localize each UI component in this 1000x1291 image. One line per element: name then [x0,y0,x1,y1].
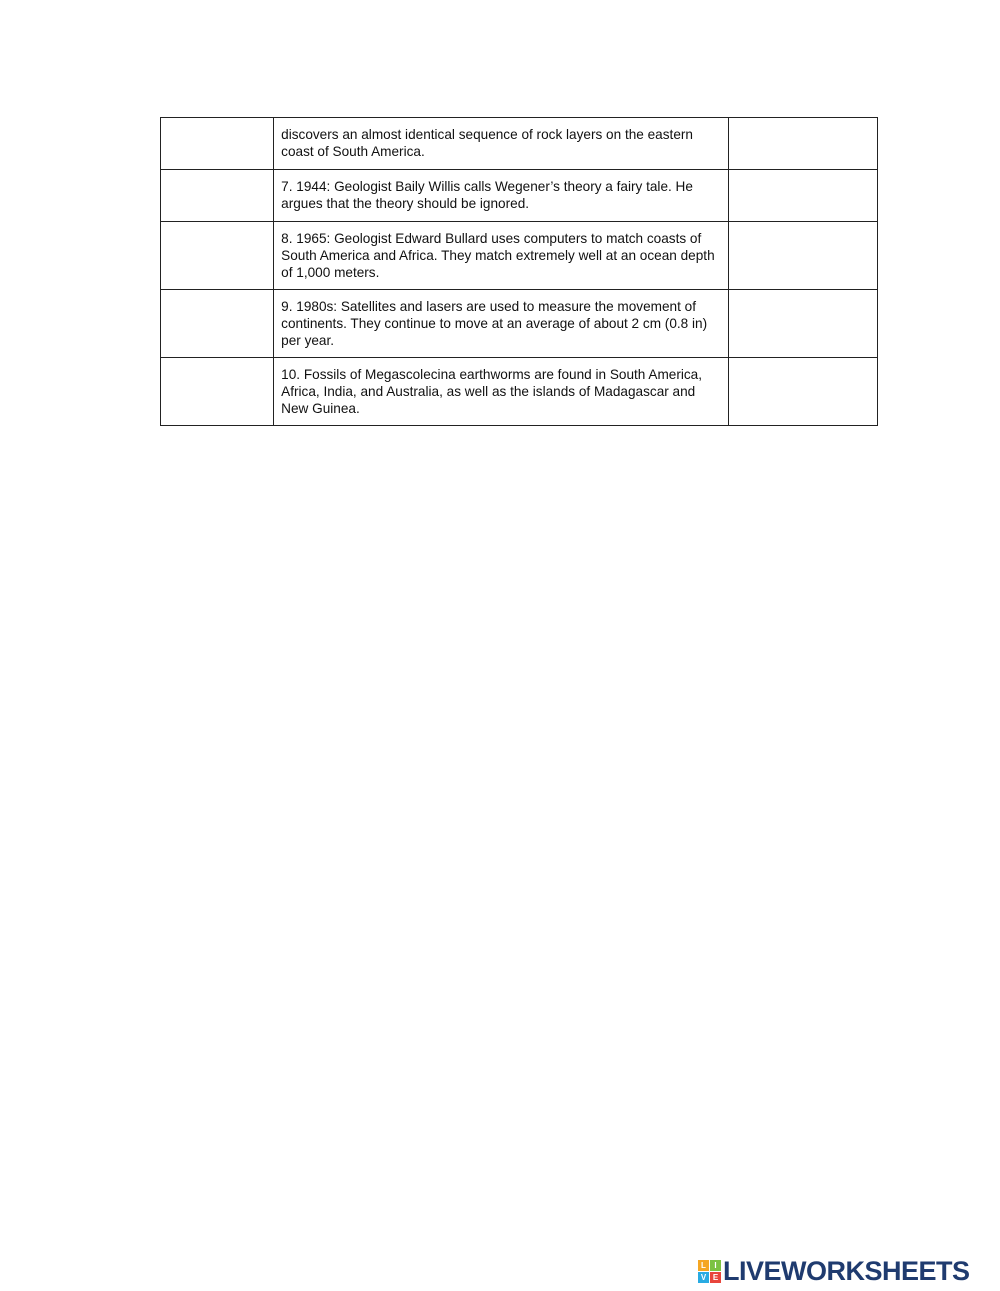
event-cell [274,290,729,358]
logo-mark-icon [698,1260,721,1283]
answer-cell-right[interactable] [728,222,877,290]
logo-mark-letter: E [710,1272,721,1283]
table-row [161,170,878,222]
answer-cell-left[interactable] [161,222,274,290]
answer-cell-right[interactable] [728,118,877,170]
table-row [161,290,878,358]
liveworksheets-logo [698,1256,970,1286]
answer-cell-right[interactable] [728,358,877,426]
answer-cell-right[interactable] [728,170,877,222]
answer-cell-left[interactable] [161,358,274,426]
table-row [161,118,878,170]
events-table [160,117,878,426]
logo-mark-letter: V [698,1272,709,1283]
event-text: 8. 1965: Geologist Edward Bullard uses computers to match coasts of South America and Africa. They match extremely well at an ocean depth of 1,000 meters. [281,231,715,280]
table-row [161,222,878,290]
event-text: 7. 1944: Geologist Baily Willis calls Wegener’s theory a fairy tale. He argues that the theory should be ignored. [281,179,693,211]
event-cell [274,118,729,170]
table-row [161,358,878,426]
logo-mark-letter: I [710,1260,721,1271]
event-cell [274,222,729,290]
answer-cell-left[interactable] [161,290,274,358]
logo-text: LIVEWORKSHEETS [723,1256,970,1286]
answer-cell-right[interactable] [728,290,877,358]
logo-mark-letter: L [698,1260,709,1271]
answer-cell-left[interactable] [161,118,274,170]
event-cell [274,358,729,426]
event-text: 9. 1980s: Satellites and lasers are used to measure the movement of continents. They continue to move at an average of about 2 cm (0.8 in) per year. [281,299,708,348]
event-cell [274,170,729,222]
answer-cell-left[interactable] [161,170,274,222]
event-text: 10. Fossils of Megascolecina earthworms are found in South America, Africa, India, and Australia, as well as the islands of Madagascar and New Guinea. [281,367,703,416]
event-text: discovers an almost identical sequence of rock layers on the eastern coast of South America. [281,127,693,159]
